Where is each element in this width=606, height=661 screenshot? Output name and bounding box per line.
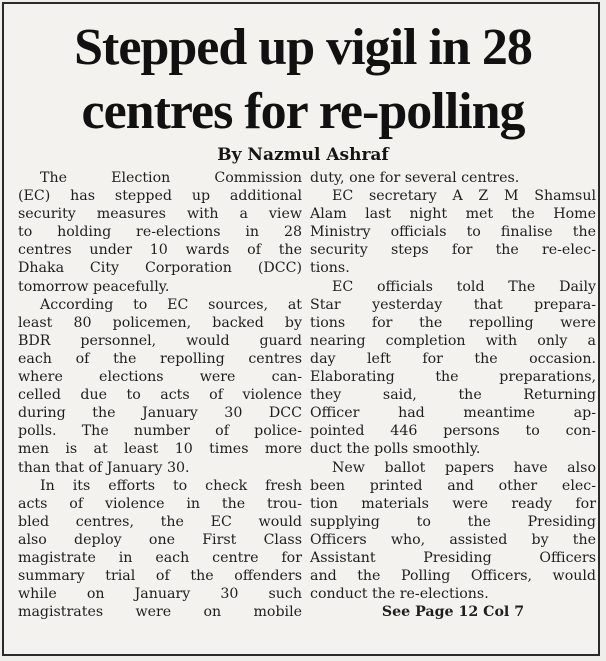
text-line: New ballot papers have also (332, 459, 596, 476)
text-line: Assistant Presiding Officers (310, 549, 596, 566)
text-line: and the Polling Officers, would (310, 568, 596, 585)
text-line: acts of violence in the trou- (18, 495, 302, 512)
text-line: where elections were can- (18, 369, 302, 386)
text-line: Ministry officials to finalise the (310, 224, 596, 241)
text-line: also deploy one First Class (18, 531, 302, 548)
text-line: nearing completion with only a (310, 332, 596, 349)
text-line: tions for the repolling were (310, 314, 596, 331)
byline: By Nazmul Ashraf (217, 145, 389, 165)
text-line: polls. The number of police- (18, 423, 302, 440)
headline-line-2: centres for re-polling (81, 83, 525, 140)
text-line: magistrate in each centre for (18, 549, 302, 566)
text-line: conduct the re-elections. (310, 586, 489, 603)
text-line: According to EC sources, at (40, 296, 302, 313)
text-line: during the January 30 DCC (18, 405, 302, 422)
text-line: Officers who, assisted by the (310, 531, 596, 548)
article-column-left (18, 169, 302, 621)
text-line: Officer had meantime ap- (310, 405, 596, 422)
text-line: security measures with a view (18, 206, 302, 223)
text-line: BDR personnel, would guard (18, 332, 302, 349)
text-line: The Election Commission (40, 170, 302, 186)
text-line: Dhaka City Corporation (DCC) (18, 260, 302, 277)
text-line: duct the polls smoothly. (310, 441, 481, 458)
text-line: bled centres, the EC would (18, 513, 302, 530)
text-line: day left for the occasion. (310, 350, 596, 367)
text-line: security steps for the re-elec- (310, 242, 596, 259)
text-line: duty, one for several centres. (310, 170, 520, 186)
text-line: centres under 10 wards of the (18, 242, 302, 259)
text-line: summary trial of the offenders (18, 568, 302, 585)
text-line: tion materials were ready for (310, 495, 596, 512)
text-line: (EC) has stepped up additional (18, 188, 302, 205)
newspaper-clipping (2, 2, 600, 656)
text-line: In its efforts to check fresh (40, 477, 302, 494)
text-line: magistrates were on mobile (18, 604, 302, 621)
text-line: Elaborating the preparations, (310, 369, 596, 386)
text-line: than that of January 30. (18, 459, 190, 476)
text-line: men is at least 10 times more (18, 441, 302, 458)
text-line: tomorrow peacefully. (18, 278, 170, 295)
text-line: least 80 policemen, backed by (18, 314, 302, 331)
text-line: to holding re-elections in 28 (18, 224, 302, 241)
text-line: Star yesterday that prepara- (310, 296, 596, 313)
continuation-note: See Page 12 Col 7 (381, 604, 525, 621)
text-line: they said, the Returning (310, 387, 596, 404)
text-line: EC secretary A Z M Shamsul (332, 188, 596, 205)
text-line: supplying to the Presiding (310, 513, 596, 530)
text-line: celled due to acts of violence (18, 387, 302, 404)
headline-line-1: Stepped up vigil in 28 (74, 19, 532, 76)
text-line: while on January 30 such (18, 586, 302, 603)
text-line: pointed 446 persons to con- (310, 423, 596, 440)
text-line: tions. (310, 260, 350, 277)
article-column-right (310, 169, 596, 621)
text-line: each of the repolling centres (18, 350, 302, 367)
text-line: been printed and other elec- (310, 477, 596, 494)
text-line: EC officials told The Daily (332, 278, 596, 295)
text-line: Alam last night met the Home (310, 206, 596, 223)
